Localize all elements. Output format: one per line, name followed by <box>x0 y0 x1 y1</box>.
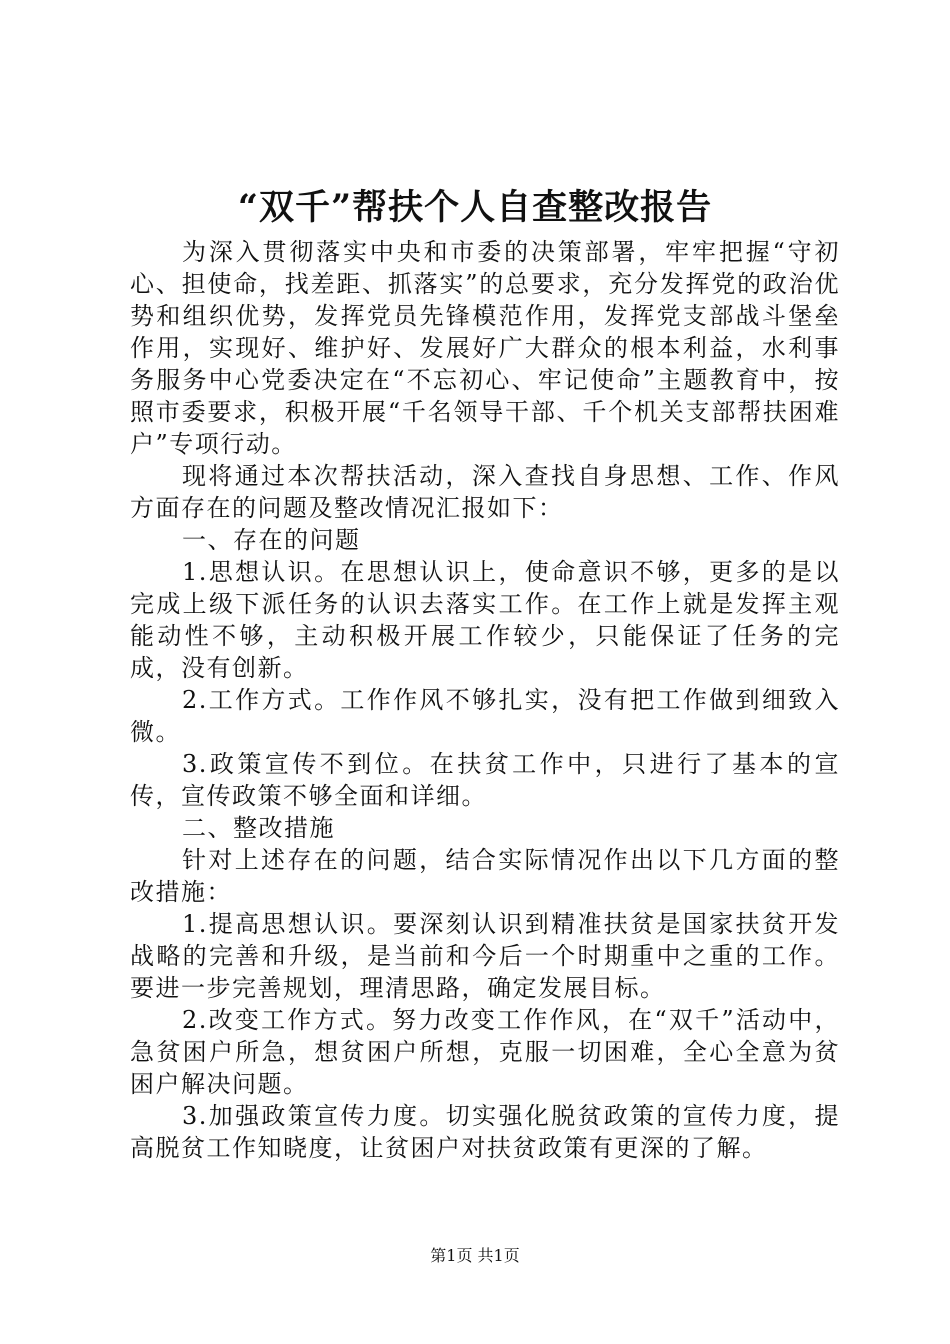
paragraph-report-lead: 现将通过本次帮扶活动，深入查找自身思想、工作、作风方面存在的问题及整改情况汇报如下： <box>130 462 840 522</box>
document-title: “双千”帮扶个人自查整改报告 <box>237 187 713 228</box>
page-number-footer: 第1页 共1页 <box>430 1246 520 1265</box>
paragraph-intro: 为深入贯彻落实中央和市委的决策部署，牢牢把握“守初心、担使命，找差距、抓落实”的总要求，充分发挥党的政治优势和组织优势，发挥党员先锋模范作用，发挥党支部战斗堡垒作用，实现好、维护好、发展好广大群众的根本利益，水利事务服务中心党委决定在“不忘初心、牢记使命”主题教育中，按照市委要求，积极开展“千名领导干部、千个机关支部帮扶困难户”专项行动。 <box>130 238 840 458</box>
paragraph-measure-1: 1.提高思想认识。要深刻认识到精准扶贫是国家扶贫开发战略的完善和升级，是当前和今后一个时期重中之重的工作。要进一步完善规划，理清思路，确定发展目标。 <box>130 910 840 1002</box>
paragraph-measure-3: 3.加强政策宣传力度。切实强化脱贫政策的宣传力度，提高脱贫工作知晓度，让贫困户对扶贫政策有更深的了解。 <box>130 1102 840 1162</box>
section-heading-measures: 二、整改措施 <box>182 814 335 842</box>
paragraph-measures-lead: 针对上述存在的问题，结合实际情况作出以下几方面的整改措施： <box>130 846 840 906</box>
paragraph-problem-3: 3.政策宣传不到位。在扶贫工作中，只进行了基本的宣传，宣传政策不够全面和详细。 <box>130 750 840 810</box>
paragraph-measure-2: 2.改变工作方式。努力改变工作作风，在“双千”活动中，急贫困户所急，想贫困户所想，克服一切困难，全心全意为贫困户解决问题。 <box>130 1006 840 1098</box>
section-heading-problems: 一、存在的问题 <box>182 526 361 554</box>
document-body <box>130 236 840 1164</box>
paragraph-problem-1: 1.思想认识。在思想认识上，使命意识不够，更多的是以完成上级下派任务的认识去落实工作。在工作上就是发挥主观能动性不够，主动积极开展工作较少，只能保证了任务的完成，没有创新。 <box>130 558 840 682</box>
paragraph-problem-2: 2.工作方式。工作作风不够扎实，没有把工作做到细致入微。 <box>130 686 840 746</box>
